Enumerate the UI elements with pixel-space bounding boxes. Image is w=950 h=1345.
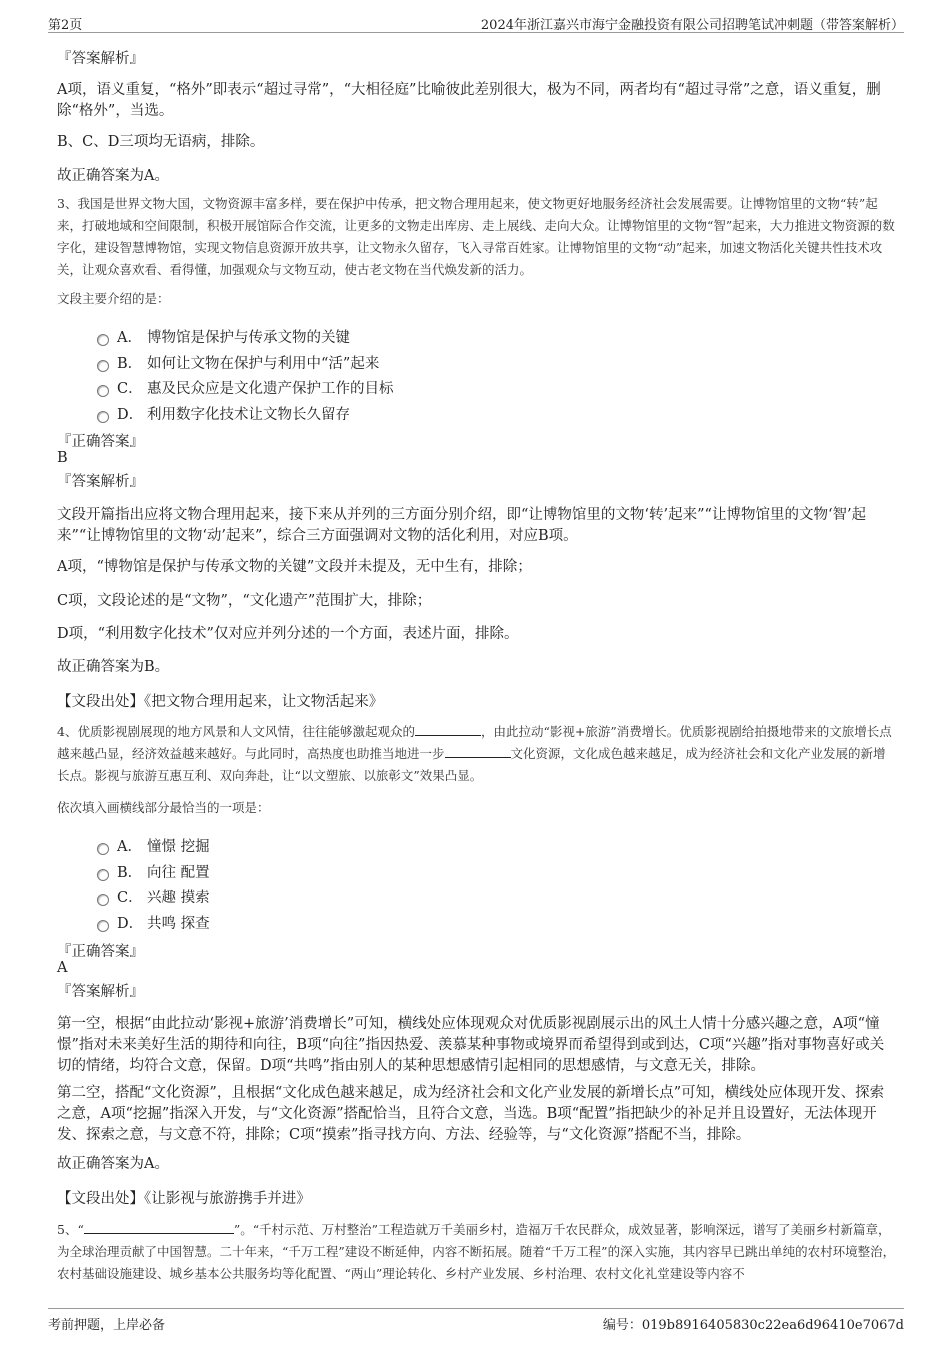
q2-analysis-a: A项，语义重复，“格外”即表示“超过寻常”，“大相径庭”比喻彼此差别很大，极为不同，两者均有“超过寻常”之意，语义重复，删除“格外”，当选。 [57,82,881,119]
blank-1 [415,723,481,736]
q4-analysis-label: 『答案解析』 [57,984,144,1000]
q4-option-b[interactable] [97,861,210,882]
q4-passage [57,721,897,787]
option-letter: D． [117,407,144,423]
document-title: 2024年浙江嘉兴市海宁金融投资有限公司招聘笔试冲刺题（带答案解析） [480,18,904,33]
option-text: 如何让文物在保护与利用中“活”起来 [147,356,380,372]
q2-analysis-label: 『答案解析』 [57,51,144,67]
q2-analysis-bcd: B、C、D三项均无语病，排除。 [57,134,265,150]
radio-icon[interactable] [97,843,109,855]
q4-analysis-second: 第二空，搭配“文化资源”，且根据“文化成色越来越足，成为经济社会和文化产业发展的新增长点”可知，横线处应体现开发、探索之意，A项“挖掘”指深入开发，与“文化资源”搭配恰当，且符合文意，当选。B项“配置”指把缺少的补足并且设置好，无法体现开发、探索之意，与文意不符，排除；C项“摸索”指寻找方向、方法、经验等，与“文化资源”搭配不当，排除。 [57,1085,885,1143]
option-text: 博物馆是保护与传承文物的关键 [147,330,350,346]
radio-icon[interactable] [97,894,109,906]
radio-icon[interactable] [97,411,109,423]
page-header [48,10,904,33]
q4-option-a[interactable] [97,835,210,856]
option-letter: A． [117,330,142,346]
option-letter: C． [117,381,143,397]
radio-icon[interactable] [97,360,109,372]
q4-passage-part2: ，由此拉动“影视+旅游”消费增长。优质影视剧给拍摄地带来的文旅增长点越来越凸显，经济效益越来越好。与此同时，高热度也助推当地进一步 [57,724,892,761]
option-text: 利用数字化技术让文物长久留存 [147,407,350,423]
q4-option-c[interactable] [97,886,210,907]
q4-passage-part1: 4、优质影视剧展现的地方风景和人文风情，往往能够激起观众的 [57,724,415,739]
option-letter: D． [117,916,144,932]
q5-prefix: 5、“ [57,1222,84,1237]
option-text: 惠及民众应是文化遗产保护工作的目标 [147,381,394,397]
q5-passage [57,1219,897,1285]
q3-passage: 3、我国是世界文物大国，文物资源丰富多样，要在保护中传承，把文物合理用起来，使文物更好地服务经济社会发展需要。让博物馆里的文物“转”起来，打破地域和空间限制，积极开展馆际合作交流，让更多的文物走出库房、走上展线、走向大众。让博物馆里的文物“智”起来，大力推进文物资源的数字化，建设智慧博物馆，实现文物信息资源开放共享，让文物永久留存，飞入寻常百姓家。让博物馆里的文物“动”起来，加速文物活化关键共性技术攻关，让观众喜欢看、看得懂，加强观众与文物互动，使古老文物在当代焕发新的活力。 [57,196,895,277]
footer-code-value: 019b8916405830c22ea6d96410e7067d [641,1318,904,1333]
q4-source: 【文段出处】《让影视与旅游携手并进》 [57,1191,311,1207]
q3-analysis-main: 文段开篇指出应将文物合理用起来，接下来从并列的三方面分别介绍，即“让博物馆里的文物‘转’起来”“让博物馆里的文物‘智’起来”“让博物馆里的文物‘动’起来”，综合三方面强调对文物的活化利用，对应B项。 [57,507,867,544]
q4-answer-label: 『正确答案』 [57,944,144,960]
blank-2 [445,745,511,758]
q4-analysis-first: 第一空，根据“由此拉动‘影视+旅游’消费增长”可知，横线处应体现观众对优质影视剧展示出的风土人情十分感兴趣之意，A项“憧憬”指对未来美好生活的期待和向往，B项“向往”指因热爱、羡慕某种事物或境界而希望得到或到达，C项“兴趣”指对事物喜好或关切的情绪，均符合文意，保留。D项“共鸣”指由别人的某种思想感情引起相同的思想感情，与文意无关，排除。 [57,1016,885,1074]
q3-option-d[interactable] [97,403,350,424]
q3-analysis-c: C项，文段论述的是“文物”，“文化遗产”范围扩大，排除； [57,593,432,609]
q3-question: 文段主要介绍的是： [57,291,170,306]
footer-slogan: 考前押题，上岸必备 [48,1318,166,1333]
blank-1 [84,1221,234,1234]
q3-analysis-d: D项，“利用数字化技术”仅对应并列分述的一个方面，表述片面，排除。 [57,626,519,642]
q3-option-b[interactable] [97,352,379,373]
option-letter: B． [117,865,143,881]
q4-option-d[interactable] [97,912,210,933]
radio-icon[interactable] [97,334,109,346]
option-text: 向往 配置 [147,865,210,881]
q5-passage-text: ”。“千村示范、万村整治”工程造就万千美丽乡村，造福万千农民群众，成效显著，影响深远，谱写了美丽乡村新篇章，为全球治理贡献了中国智慧。二十年来，“千万工程”建设不断延伸，内容不断拓展。随着“千万工程”的深入实施，其内容早已跳出单纯的农村环境整治，农村基础设施建设、城乡基本公共服务均等化配置、“两山”理论转化、乡村产业发展、乡村治理、农村文化礼堂建设等内容不 [57,1222,896,1281]
q3-conclusion: 故正确答案为B。 [57,659,170,675]
option-text: 兴趣 摸索 [147,890,210,906]
radio-icon[interactable] [97,385,109,397]
q4-conclusion: 故正确答案为A。 [57,1156,169,1172]
option-letter: C． [117,890,143,906]
footer-code [603,1314,904,1333]
q2-conclusion: 故正确答案为A。 [57,168,169,184]
q3-answer: B [57,450,68,466]
page-footer [48,1308,904,1333]
option-text: 共鸣 探查 [147,916,210,932]
q3-analysis-label: 『答案解析』 [57,474,144,490]
page-number: 第2页 [48,18,83,33]
q3-analysis-a: A项，“博物馆是保护与传承文物的关键”文段并未提及，无中生有，排除； [57,559,532,575]
option-letter: B． [117,356,143,372]
option-letter: A． [117,839,142,855]
q3-option-c[interactable] [97,377,394,398]
q3-option-a[interactable] [97,326,350,347]
footer-code-label: 编号： [602,1318,642,1333]
option-text: 憧憬 挖掘 [147,839,210,855]
q4-passage-part3: 文化资源，文化成色越来越足，成为经济社会和文化产业发展的新增长点。影视与旅游互惠互利、双向奔赴，让“以文塑旅、以旅彰文”效果凸显。 [57,746,886,783]
q3-answer-label: 『正确答案』 [57,434,144,450]
radio-icon[interactable] [97,869,109,881]
radio-icon[interactable] [97,920,109,932]
q3-source: 【文段出处】《把文物合理用起来，让文物活起来》 [57,694,384,710]
q4-question: 依次填入画横线部分最恰当的一项是： [57,800,270,815]
q4-answer: A [57,960,68,976]
